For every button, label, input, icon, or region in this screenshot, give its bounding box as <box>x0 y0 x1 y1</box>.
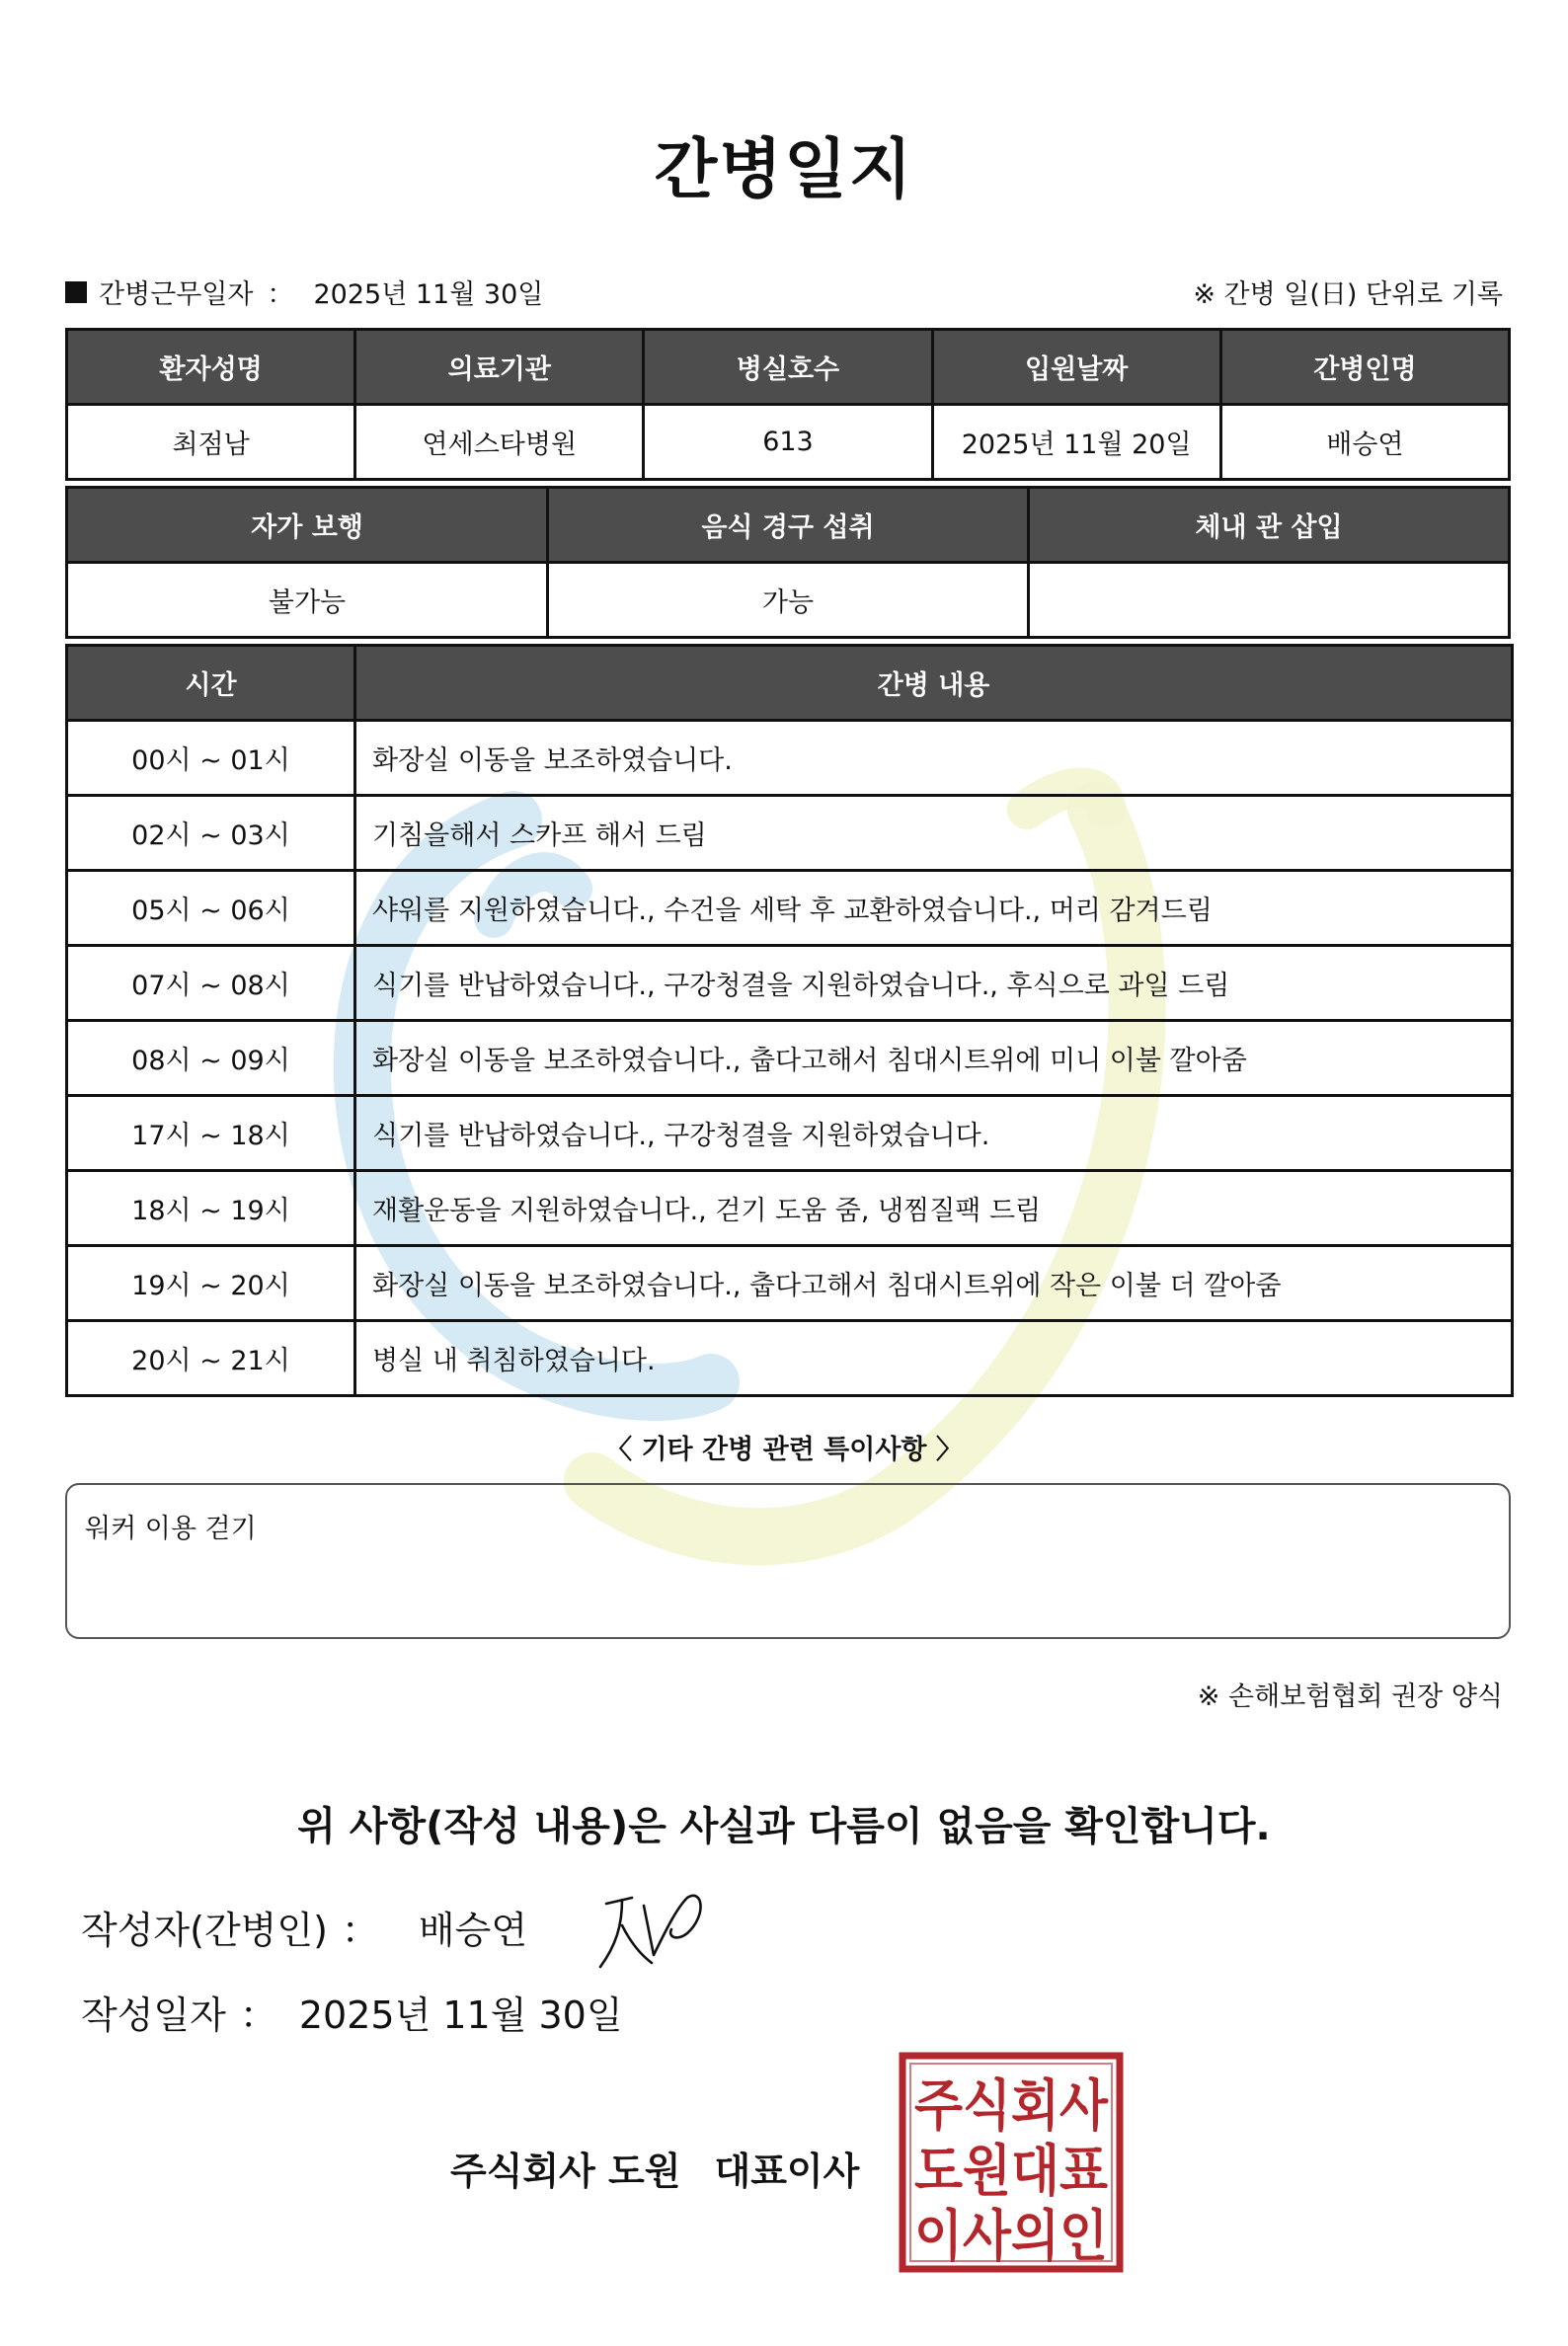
care-log-table <box>65 644 1514 1397</box>
header-care-content: 간병 내용 <box>355 646 1513 721</box>
care-time: 02시 ~ 03시 <box>67 796 355 871</box>
status-table-value-row <box>67 563 1510 638</box>
written-date-label: 작성일자 <box>81 1994 226 2037</box>
patient-status-table <box>65 486 1511 639</box>
company-signature-line <box>450 2141 859 2195</box>
square-bullet-icon <box>65 281 87 303</box>
table-row <box>67 721 1513 796</box>
special-notes-box <box>65 1483 1511 1639</box>
value-admission-date: 2025년 11월 20일 <box>932 405 1220 480</box>
care-time: 07시 ~ 08시 <box>67 946 355 1021</box>
header-patient-name: 환자성명 <box>67 330 355 405</box>
header-oral-intake: 음식 경구 섭취 <box>548 488 1029 563</box>
table-row <box>67 1246 1513 1321</box>
handwritten-signature <box>592 1876 711 1975</box>
care-content: 샤워를 지원하였습니다., 수건을 세탁 후 교환하였습니다., 머리 감겨드림 <box>355 871 1513 946</box>
writer-label: 작성자(간병인) <box>81 1909 328 1952</box>
header-hospital: 의료기관 <box>355 330 644 405</box>
table-row <box>67 871 1513 946</box>
table-row <box>67 1321 1513 1396</box>
value-self-walking: 불가능 <box>67 563 548 638</box>
header-tube-insertion: 체내 관 삽입 <box>1029 488 1510 563</box>
care-time: 17시 ~ 18시 <box>67 1096 355 1171</box>
writer-name: 배승연 <box>418 1909 528 1952</box>
table-row <box>67 1021 1513 1096</box>
care-time: 20시 ~ 21시 <box>67 1321 355 1396</box>
table-row <box>67 1096 1513 1171</box>
work-date-value: 2025년 11월 30일 <box>313 279 544 310</box>
care-time: 00시 ~ 01시 <box>67 721 355 796</box>
company-seal-stamp <box>899 2052 1124 2273</box>
value-caregiver-name: 배승연 <box>1220 405 1509 480</box>
work-date-colon: ： <box>267 279 294 310</box>
work-date <box>65 273 543 311</box>
value-patient-name: 최점남 <box>67 405 355 480</box>
care-time: 19시 ~ 20시 <box>67 1246 355 1321</box>
care-time: 18시 ~ 19시 <box>67 1171 355 1246</box>
value-oral-intake: 가능 <box>548 563 1029 638</box>
care-content: 기침을해서 스카프 해서 드림 <box>355 796 1513 871</box>
care-time: 05시 ~ 06시 <box>67 871 355 946</box>
care-content: 화장실 이동을 보조하였습니다. <box>355 721 1513 796</box>
header-room-number: 병실호수 <box>644 330 932 405</box>
table-row <box>67 1171 1513 1246</box>
header-caregiver-name: 간병인명 <box>1220 330 1509 405</box>
writer-line <box>81 1900 527 1954</box>
care-table-header-row <box>67 646 1513 721</box>
written-date-value: 2025년 11월 30일 <box>298 1994 623 2037</box>
special-notes-title: 〈 기타 간병 관련 특이사항 〉 <box>605 1435 963 1465</box>
company-role: 대표이사 <box>714 2150 860 2193</box>
care-content: 식기를 반납하였습니다., 구강청결을 지원하였습니다., 후식으로 과일 드림 <box>355 946 1513 1021</box>
header-self-walking: 자가 보행 <box>67 488 548 563</box>
writer-colon: ： <box>341 1909 379 1952</box>
svg-text:주식회사: 주식회사 <box>914 2074 1109 2139</box>
patient-table-header-row <box>67 330 1510 405</box>
care-content: 식기를 반납하였습니다., 구강청결을 지원하였습니다. <box>355 1096 1513 1171</box>
value-room-number: 613 <box>644 405 932 480</box>
care-content: 재활운동을 지원하였습니다., 걷기 도움 줌, 냉찜질팩 드림 <box>355 1171 1513 1246</box>
written-date-line <box>81 1985 623 2039</box>
header-admission-date: 입원날짜 <box>932 330 1220 405</box>
header-time: 시간 <box>67 646 355 721</box>
svg-text:도원대표: 도원대표 <box>914 2140 1108 2204</box>
svg-text:이사의인: 이사의인 <box>914 2205 1108 2269</box>
status-table-header-row <box>67 488 1510 563</box>
care-content: 화장실 이동을 보조하였습니다., 춥다고해서 침대시트위에 미니 이불 깔아줌 <box>355 1021 1513 1096</box>
confirmation-statement: 위 사항(작성 내용)은 사실과 다름이 없음을 확인합니다. <box>297 1804 1271 1849</box>
care-content: 화장실 이동을 보조하였습니다., 춥다고해서 침대시트위에 작은 이불 더 깔아줌 <box>355 1246 1513 1321</box>
document-title: 간병일지 <box>654 131 914 207</box>
care-content: 병실 내 취침하였습니다. <box>355 1321 1513 1396</box>
written-date-colon: ： <box>239 1994 277 2037</box>
care-time: 08시 ~ 09시 <box>67 1021 355 1096</box>
table-row <box>67 946 1513 1021</box>
patient-info-table <box>65 328 1511 481</box>
patient-table-value-row <box>67 405 1510 480</box>
work-date-label: 간병근무일자 <box>99 279 254 310</box>
record-note: ※ 간병 일(日) 단위로 기록 <box>1193 279 1503 310</box>
value-hospital: 연세스타병원 <box>355 405 644 480</box>
recommend-note: ※ 손해보험협회 권장 양식 <box>1197 1681 1503 1712</box>
company-name: 주식회사 도원 <box>450 2150 681 2193</box>
table-row <box>67 796 1513 871</box>
special-notes-text: 워커 이용 걷기 <box>85 1514 257 1544</box>
value-tube-insertion <box>1029 563 1510 638</box>
